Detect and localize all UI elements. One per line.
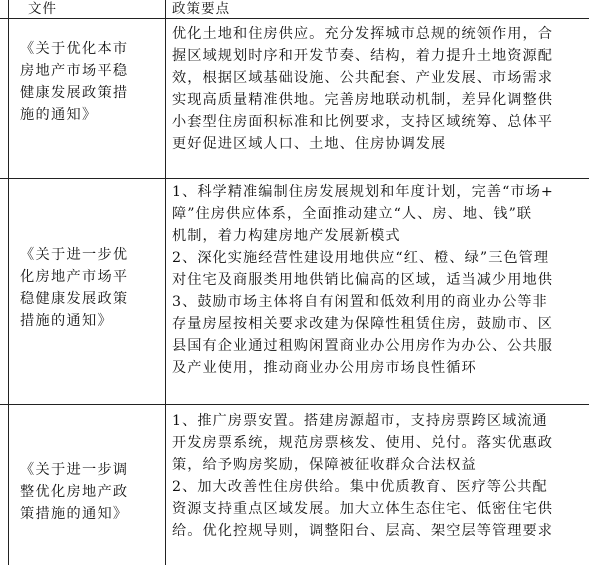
policy-point-line: 1、科学精准编制住房发展规划和年度计划，完善“市场+	[172, 184, 554, 200]
document-title-line: 房地产市场平稳	[20, 63, 129, 79]
document-title-line: 施的通知》	[20, 107, 98, 123]
policy-point-line: 县国有企业通过租购闲置商业办公用房作为办公、公共服	[172, 338, 553, 354]
policy-point-line: 对住宅及商服类用地供销比偏高的区域，适当减少用地供	[172, 272, 553, 288]
row-2-bottom-border	[0, 404, 589, 405]
left-border	[8, 0, 9, 565]
policy-point-line: 存量房屋按相关要求改建为保障性租赁住房，鼓励市、区	[172, 316, 553, 332]
policy-point-line: 2、加大改善性住房供给。集中优质教育、医疗等公共配	[172, 479, 548, 495]
policy-point-line: 给。优化控规导则，调整阳台、层高、架空层等管理要求	[172, 523, 553, 539]
policy-point-line: 3、鼓励市场主体将自有闲置和低效利用的商业办公等非	[172, 294, 548, 310]
document-title-line: 化房地产市场平	[20, 269, 129, 285]
policy-point-line: 开发房票系统，规范房票核发、使用、兑付。落实优惠政	[172, 435, 553, 451]
policy-point-line: 机制，着力构建房地产发展新模式	[172, 228, 401, 244]
policy-point-line: 障”住房供应体系，全面推动建立“人、房、地、钱”联	[172, 206, 533, 222]
document-title-line: 整优化房地产政	[20, 484, 129, 500]
document-title-line: 健康发展政策措	[20, 85, 129, 101]
document-title-line: 措施的通知》	[20, 313, 113, 329]
policy-point-line: 优化土地和住房供应。充分发挥城市总规的统领作用，合	[172, 26, 553, 42]
row-3-document-title	[20, 459, 166, 525]
header-document-column: 文件	[28, 1, 58, 17]
row-1-bottom-border	[0, 178, 589, 179]
policy-point-line: 策，给予购房奖励，保障被征收群众合法权益	[172, 457, 477, 473]
policy-point-line: 资源支持重点区域发展。加大立体生态住宅、低密住宅供	[172, 501, 553, 517]
document-title-line: 稳健康发展政策	[20, 291, 129, 307]
policy-point-line: 效，根据区域基础设施、公共配套、产业发展、市场需求	[172, 70, 553, 86]
document-title-line: 《关于进一步优	[20, 247, 129, 263]
policy-point-line: 实现高质量精准供地。完善房地联动机制，差异化调整供	[172, 92, 553, 108]
policy-point-line: 小套型住房面积标准和比例要求，支持区域统筹、总体平	[172, 114, 553, 130]
policy-point-line: 及产业使用，推动商业办公用房市场良性循环	[172, 360, 477, 376]
row-2-document-title	[20, 244, 166, 332]
row-3-policy-points	[172, 410, 589, 542]
document-title-line: 《关于优化本市	[20, 41, 129, 57]
document-title-line: 《关于进一步调	[20, 462, 129, 478]
policy-point-line: 握区域规划时序和开发节奏、结构，着力提升土地资源配	[172, 48, 553, 64]
row-1-document-title	[20, 38, 166, 126]
header-policy-points-column: 政策要点	[172, 1, 231, 17]
policy-point-line: 1、推广房票安置。搭建房源超市，支持房票跨区域流通	[172, 413, 548, 429]
policy-point-line: 2、深化实施经营性建设用地供应“红、橙、绿”三色管理	[172, 250, 550, 266]
header-bottom-border	[0, 18, 589, 19]
document-title-line: 策措施的通知》	[20, 506, 129, 522]
row-1-policy-points	[172, 23, 589, 155]
policy-point-line: 更好促进区域人口、土地、住房协调发展	[172, 136, 447, 152]
row-2-policy-points	[172, 181, 589, 379]
